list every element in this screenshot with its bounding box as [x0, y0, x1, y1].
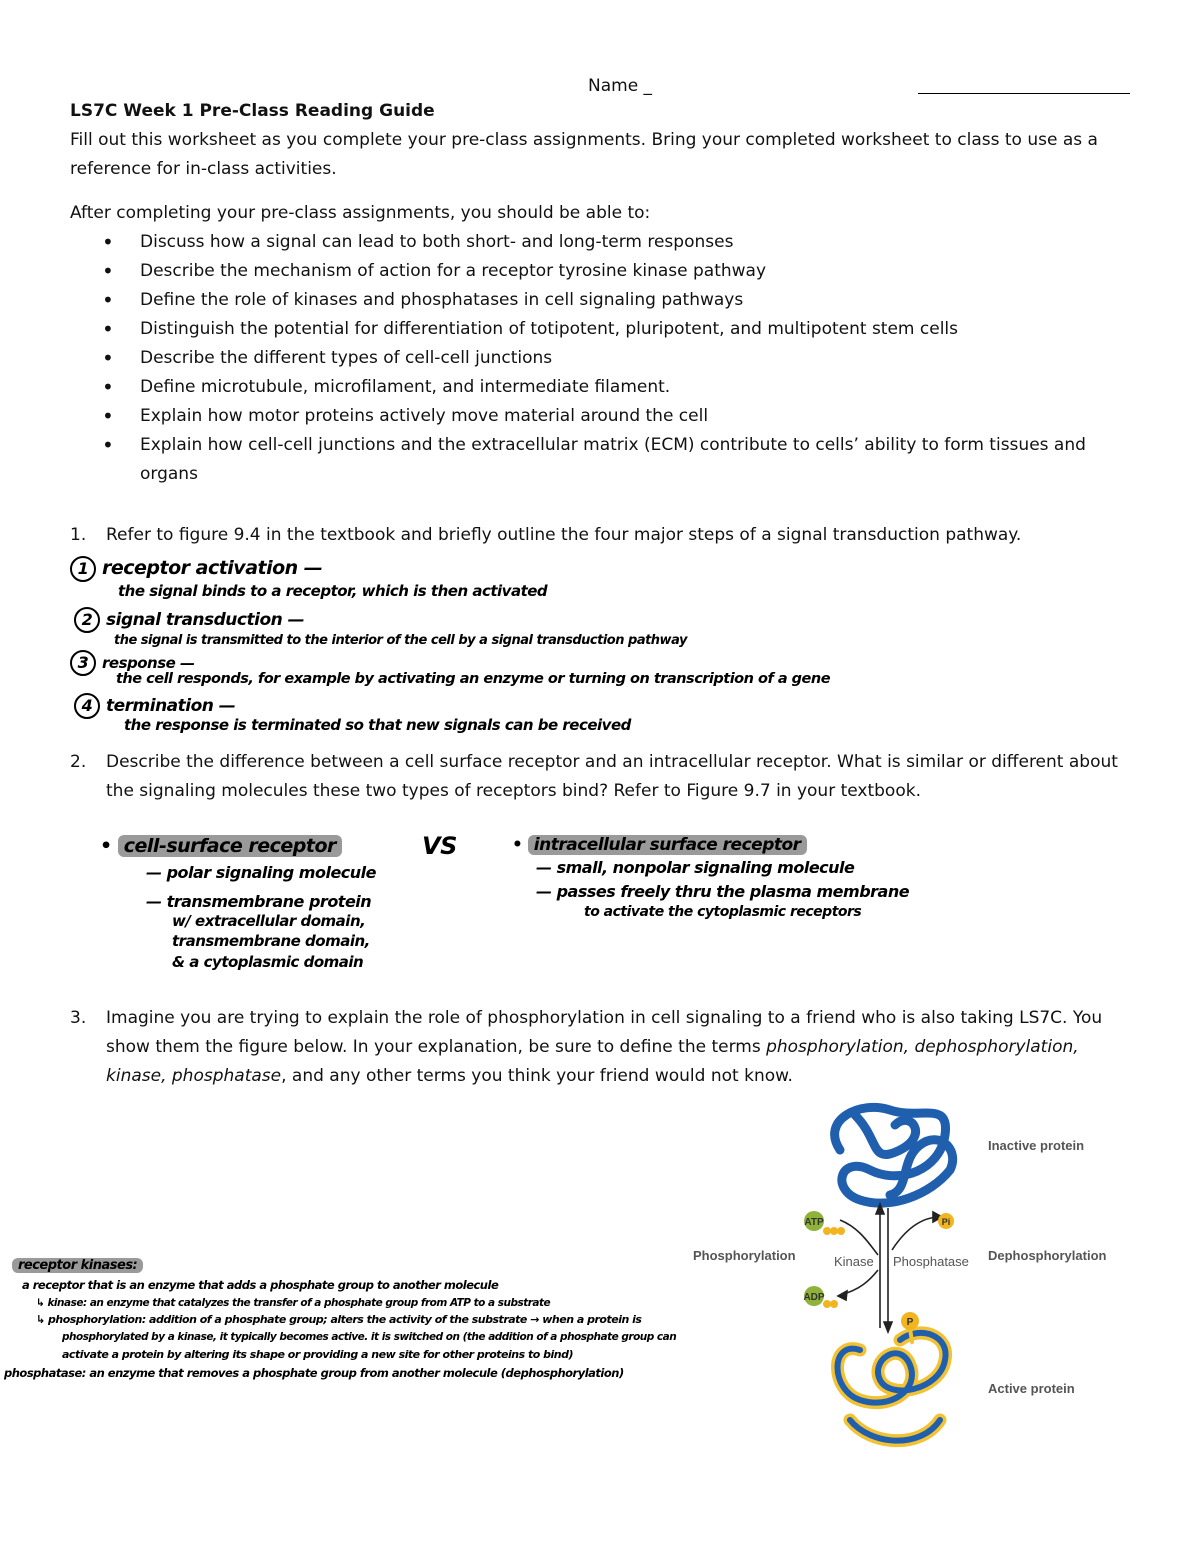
active-protein-icon: [838, 1328, 946, 1441]
highlight: intracellular surface receptor: [528, 835, 807, 855]
q2-right-line: to activate the cytoplasmic receptors: [584, 904, 862, 920]
q1-number: 1.: [70, 525, 87, 545]
q2-left-line: transmembrane domain,: [172, 932, 370, 950]
q3-note: ↳ phosphorylation: addition of a phosphate group; alters the activity of the substrate → when a protein is: [36, 1313, 642, 1326]
dephosphorylation-label: Dephosphorylation: [988, 1248, 1107, 1263]
q1-step-1: [70, 556, 322, 582]
list-item: • Explain how motor proteins actively move material around the cell: [70, 402, 1135, 431]
q3-number: 3.: [70, 1008, 87, 1028]
q1-step-2-detail: the signal is transmitted to the interior of the cell by a signal transduction pathway: [114, 633, 687, 648]
list-item: • Define the role of kinases and phosphatases in cell signaling pathways: [70, 286, 1135, 315]
atp-label: ATP: [804, 1217, 824, 1228]
kinase-label: Kinase: [834, 1254, 874, 1269]
q2-vs: VS: [422, 832, 457, 860]
q2-left-line: & a cytoplasmic domain: [172, 953, 364, 971]
step-number-4: 4: [74, 693, 100, 719]
q2-left-line: — polar signaling molecule: [146, 863, 376, 882]
pi-label: Pi: [941, 1217, 951, 1227]
q3-note: ↳ kinase: an enzyme that catalyzes the transfer of a phosphate group from ATP to a substrate: [36, 1297, 551, 1309]
phosphatase-label: Phosphatase: [893, 1254, 969, 1269]
q3-note: a receptor that is an enzyme that adds a phosphate group to another molecule: [22, 1278, 499, 1292]
step-number-2: 2: [74, 607, 100, 633]
step-title: receptor activation —: [102, 557, 323, 579]
adp-label: ADP: [803, 1292, 825, 1303]
step-title: signal transduction —: [106, 610, 305, 630]
q3-text-b: , and any other terms you think your friend would not know.: [281, 1066, 793, 1086]
q2-right-line: — small, nonpolar signaling molecule: [536, 858, 855, 877]
step-title: termination —: [106, 696, 236, 716]
active-protein-label: Active protein: [988, 1381, 1075, 1396]
adp-icon: [803, 1286, 838, 1308]
list-item: • Describe the mechanism of action for a receptor tyrosine kinase pathway: [70, 257, 1135, 286]
q2-left-line: — transmembrane protein: [146, 892, 372, 911]
q1-step-2: [74, 607, 304, 633]
highlight: cell-surface receptor: [118, 835, 342, 857]
list-item: • Distinguish the potential for differentiation of totipotent, pluripotent, and multipotent stem cells: [70, 315, 1135, 344]
q2-left-title: • cell-surface receptor: [100, 835, 342, 857]
q3-note: [12, 1258, 143, 1273]
step-number-3: 3: [70, 650, 96, 676]
q3-note: phosphatase: an enzyme that removes a phosphate group from another molecule (dephosphorylation): [4, 1366, 624, 1380]
q2-number: 2.: [70, 752, 87, 772]
phosphate-icon: [901, 1312, 919, 1330]
q3-note: activate a protein by altering its shape or providing a new site for other proteins to bind): [62, 1348, 573, 1361]
list-item: • Explain how cell-cell junctions and the extracellular matrix (ECM) contribute to cells’ ability to form tissues and organs: [70, 431, 1135, 489]
q2-right-line: — passes freely thru the plasma membrane: [536, 882, 910, 901]
name-line[interactable]: [918, 93, 1130, 94]
q1-step-4-detail: the response is terminated so that new signals can be received: [124, 716, 631, 734]
highlight: receptor kinases:: [12, 1258, 143, 1273]
step-number-1: 1: [70, 556, 96, 582]
q2-right-title: • intracellular surface receptor: [512, 835, 807, 855]
phosphorylation-figure: [800, 1090, 1000, 1460]
objectives-intro: After completing your pre-class assignments, you should be able to:: [70, 203, 651, 223]
intro-text: Fill out this worksheet as you complete your pre-class assignments. Bring your completed worksheet to class to use as a reference for in-class activities.: [70, 130, 1098, 179]
name-label: Name _: [588, 76, 653, 96]
page-title: LS7C Week 1 Pre-Class Reading Guide: [70, 101, 435, 121]
phosphorylation-label: Phosphorylation: [693, 1248, 796, 1263]
q3-text-a: Imagine you are trying to explain the role of phosphorylation in cell signaling to a friend who is also taking LS7C. You show them the figure below. In your explanation, be sure to define the terms: [106, 1008, 1103, 1057]
q3-note: phosphorylated by a kinase, it typically becomes active. it is switched on (the addition of a phosphate group can: [62, 1331, 677, 1343]
list-item: • Describe the different types of cell-cell junctions: [70, 344, 1135, 373]
step-title: response —: [102, 654, 195, 672]
p-label: P: [906, 1317, 914, 1328]
objectives-list: [70, 228, 1135, 489]
q3-text: [106, 1004, 1136, 1091]
q1-step-1-detail: the signal binds to a receptor, which is then activated: [118, 582, 548, 600]
q2-text: Describe the difference between a cell surface receptor and an intracellular receptor. What is similar or different about the signaling molecules these two types of receptors bind? Refer to Figure 9.7 in your textbook.: [106, 752, 1118, 801]
list-item: • Define microtubule, microfilament, and intermediate filament.: [70, 373, 1135, 402]
list-item: • Discuss how a signal can lead to both short- and long-term responses: [70, 228, 1135, 257]
pi-icon: [938, 1213, 954, 1229]
atp-icon: [804, 1211, 845, 1235]
inactive-protein-icon: [835, 1107, 953, 1203]
q1-step-3-detail: the cell responds, for example by activating an enzyme or turning on transcription of a gene: [116, 671, 831, 687]
q2-left-line: w/ extracellular domain,: [172, 912, 366, 930]
inactive-protein-label: Inactive protein: [988, 1138, 1085, 1153]
q1-text: Refer to figure 9.4 in the textbook and briefly outline the four major steps of a signal transduction pathway.: [106, 525, 1022, 545]
q3-terms: phosphorylation, dephosphorylation, kinase, phosphatase: [106, 1037, 1079, 1086]
